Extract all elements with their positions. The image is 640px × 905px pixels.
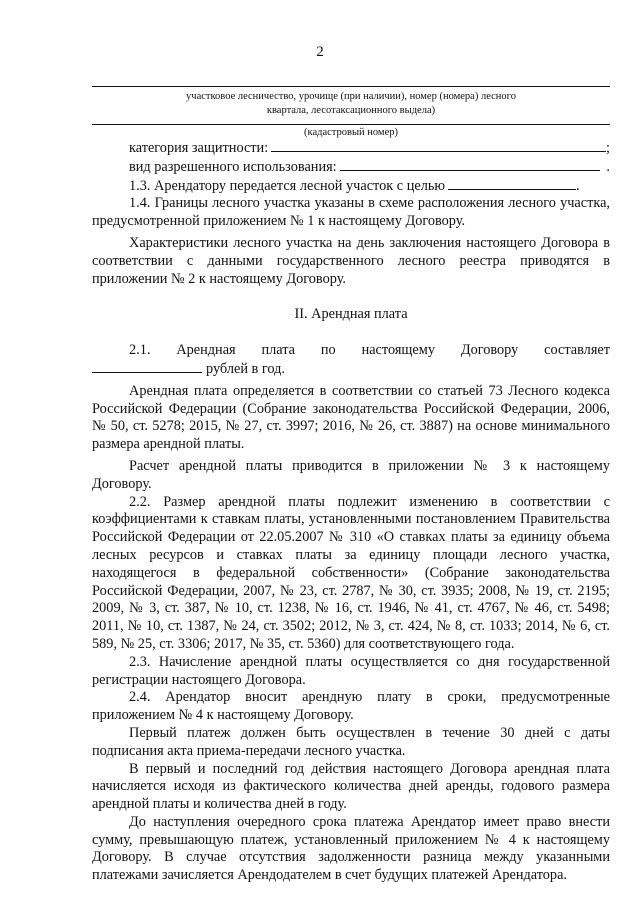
p21-word: Договору xyxy=(460,342,519,359)
p21-word: Арендная xyxy=(176,342,236,359)
paragraph-1-4: 1.4. Границы лесного участка указаны в схеме расположения лесного участка, предусмотренной приложением № 1 к настоящему Договору. xyxy=(92,195,610,230)
cadastral-caption: (кадастровый номер) xyxy=(304,127,398,138)
use-end: . xyxy=(606,158,610,175)
location-caption-line1: участковое лесничество, урочище (при наличии), номер (номера) лесного xyxy=(186,91,516,102)
paragraph-2-2: 2.2. Размер арендной платы подлежит изменению в соответствии с коэффициентами к ставкам платы, установленными постановлением Правительства Российской Федерации от 22.05.2007 № 310 «О ставках платы за единицу объема лесных ресурсов и ставках платы за единицу площади лесного участка, находящегося в федеральной собственности» (Собрание законодательства Российской Федерации, 2007, № 23, ст. 2787, № 30, ст. 3935; 2008, № 19, ст. 2195; 2009, № 3, ст. 387, № 10, ст. 1238, № 16, ст. 1946, № 41, ст. 4767, № 46, ст. 5498; 2011, № 10, ст. 1387, № 24, ст. 3502; 2012, № 3, ст. 424, № 8, ст. 1033; 2014, № 6, ст. 589, № 25, ст. 3306; 2017, № 35, ст. 5360) для соответствующего года. xyxy=(92,493,610,652)
paragraph-2-4: 2.4. Арендатор вносит арендную плату в сроки, предусмотренные приложением № 4 к настоящему Договору. xyxy=(92,689,610,724)
purpose-fill-line xyxy=(448,177,576,190)
paragraph-2-1-line1 xyxy=(92,342,610,360)
paragraph-first-payment: Первый платеж должен быть осуществлен в течение 30 дней с даты подписания акта приема-передачи лесного участка. xyxy=(92,724,610,759)
use-fill-line xyxy=(340,158,601,171)
protection-field-row xyxy=(92,139,610,158)
document-body xyxy=(92,139,610,885)
paragraph-calculation: Расчет арендной платы приводится в приложении № 3 к настоящему Договору. xyxy=(92,457,610,492)
use-label: вид разрешенного использования: xyxy=(129,158,337,175)
section-title-rent: II. Арендная плата xyxy=(294,306,408,323)
location-caption-line2: квартала, лесотаксационного выдела) xyxy=(266,105,436,116)
paragraph-characteristics: Характеристики лесного участка на день заключения настоящего Договора в соответствии с данными государственного лесного реестра приводятся в приложении № 2 к настоящему Договору. xyxy=(92,234,610,287)
paragraph-2-3: 2.3. Начисление арендной платы осуществляется со дня государственной регистрации настоящего Договора. xyxy=(92,653,610,688)
paragraph-2-1-line2 xyxy=(92,360,610,379)
rent-amount-fill-line xyxy=(92,360,202,373)
p21-word: настоящему xyxy=(361,342,435,359)
top-fill-line xyxy=(92,86,610,87)
use-field-row xyxy=(92,158,610,177)
protection-fill-line xyxy=(271,139,606,152)
location-caption xyxy=(92,90,610,118)
p21-word: плата xyxy=(261,342,296,359)
cadastral-fill-line xyxy=(92,124,610,125)
p21-word: 2.1. xyxy=(129,342,151,359)
purpose-field-row xyxy=(92,177,610,196)
paragraph-prepayment: До наступления очередного срока платежа Арендатор имеет право внести сумму, превышающую платеж, установленный приложением № 4 к настоящему Договору. В случае отсутствия задолженности разница между указанными платежами зачисляется Арендодателем в счет будущих платежей Арендатора. xyxy=(92,813,610,884)
purpose-end: . xyxy=(576,177,580,194)
p21-tail: рублей в год. xyxy=(206,360,285,377)
p21-word: составляет xyxy=(544,342,610,359)
purpose-label: 1.3. Арендатору передается лесной участок с целью xyxy=(129,177,446,194)
page-number: 2 xyxy=(316,44,324,60)
paragraph-first-last-year: В первый и последний год действия настоящего Договора арендная плата начисляется исходя из фактического количества дней аренды, годового размера арендной платы и количества дней в году. xyxy=(92,760,610,813)
protection-end: ; xyxy=(606,140,610,156)
p21-word: по xyxy=(320,342,336,359)
paragraph-determined: Арендная плата определяется в соответствии со статьей 73 Лесного кодекса Российской Федерации (Собрание законодательства Российской Федерации, 2006, № 50, ст. 5278; 2015, № 27, ст. 3997; 2016, № 26, ст. 3887) на основе минимального размера арендной платы. xyxy=(92,382,610,453)
protection-label: категория защитности: xyxy=(129,140,269,156)
